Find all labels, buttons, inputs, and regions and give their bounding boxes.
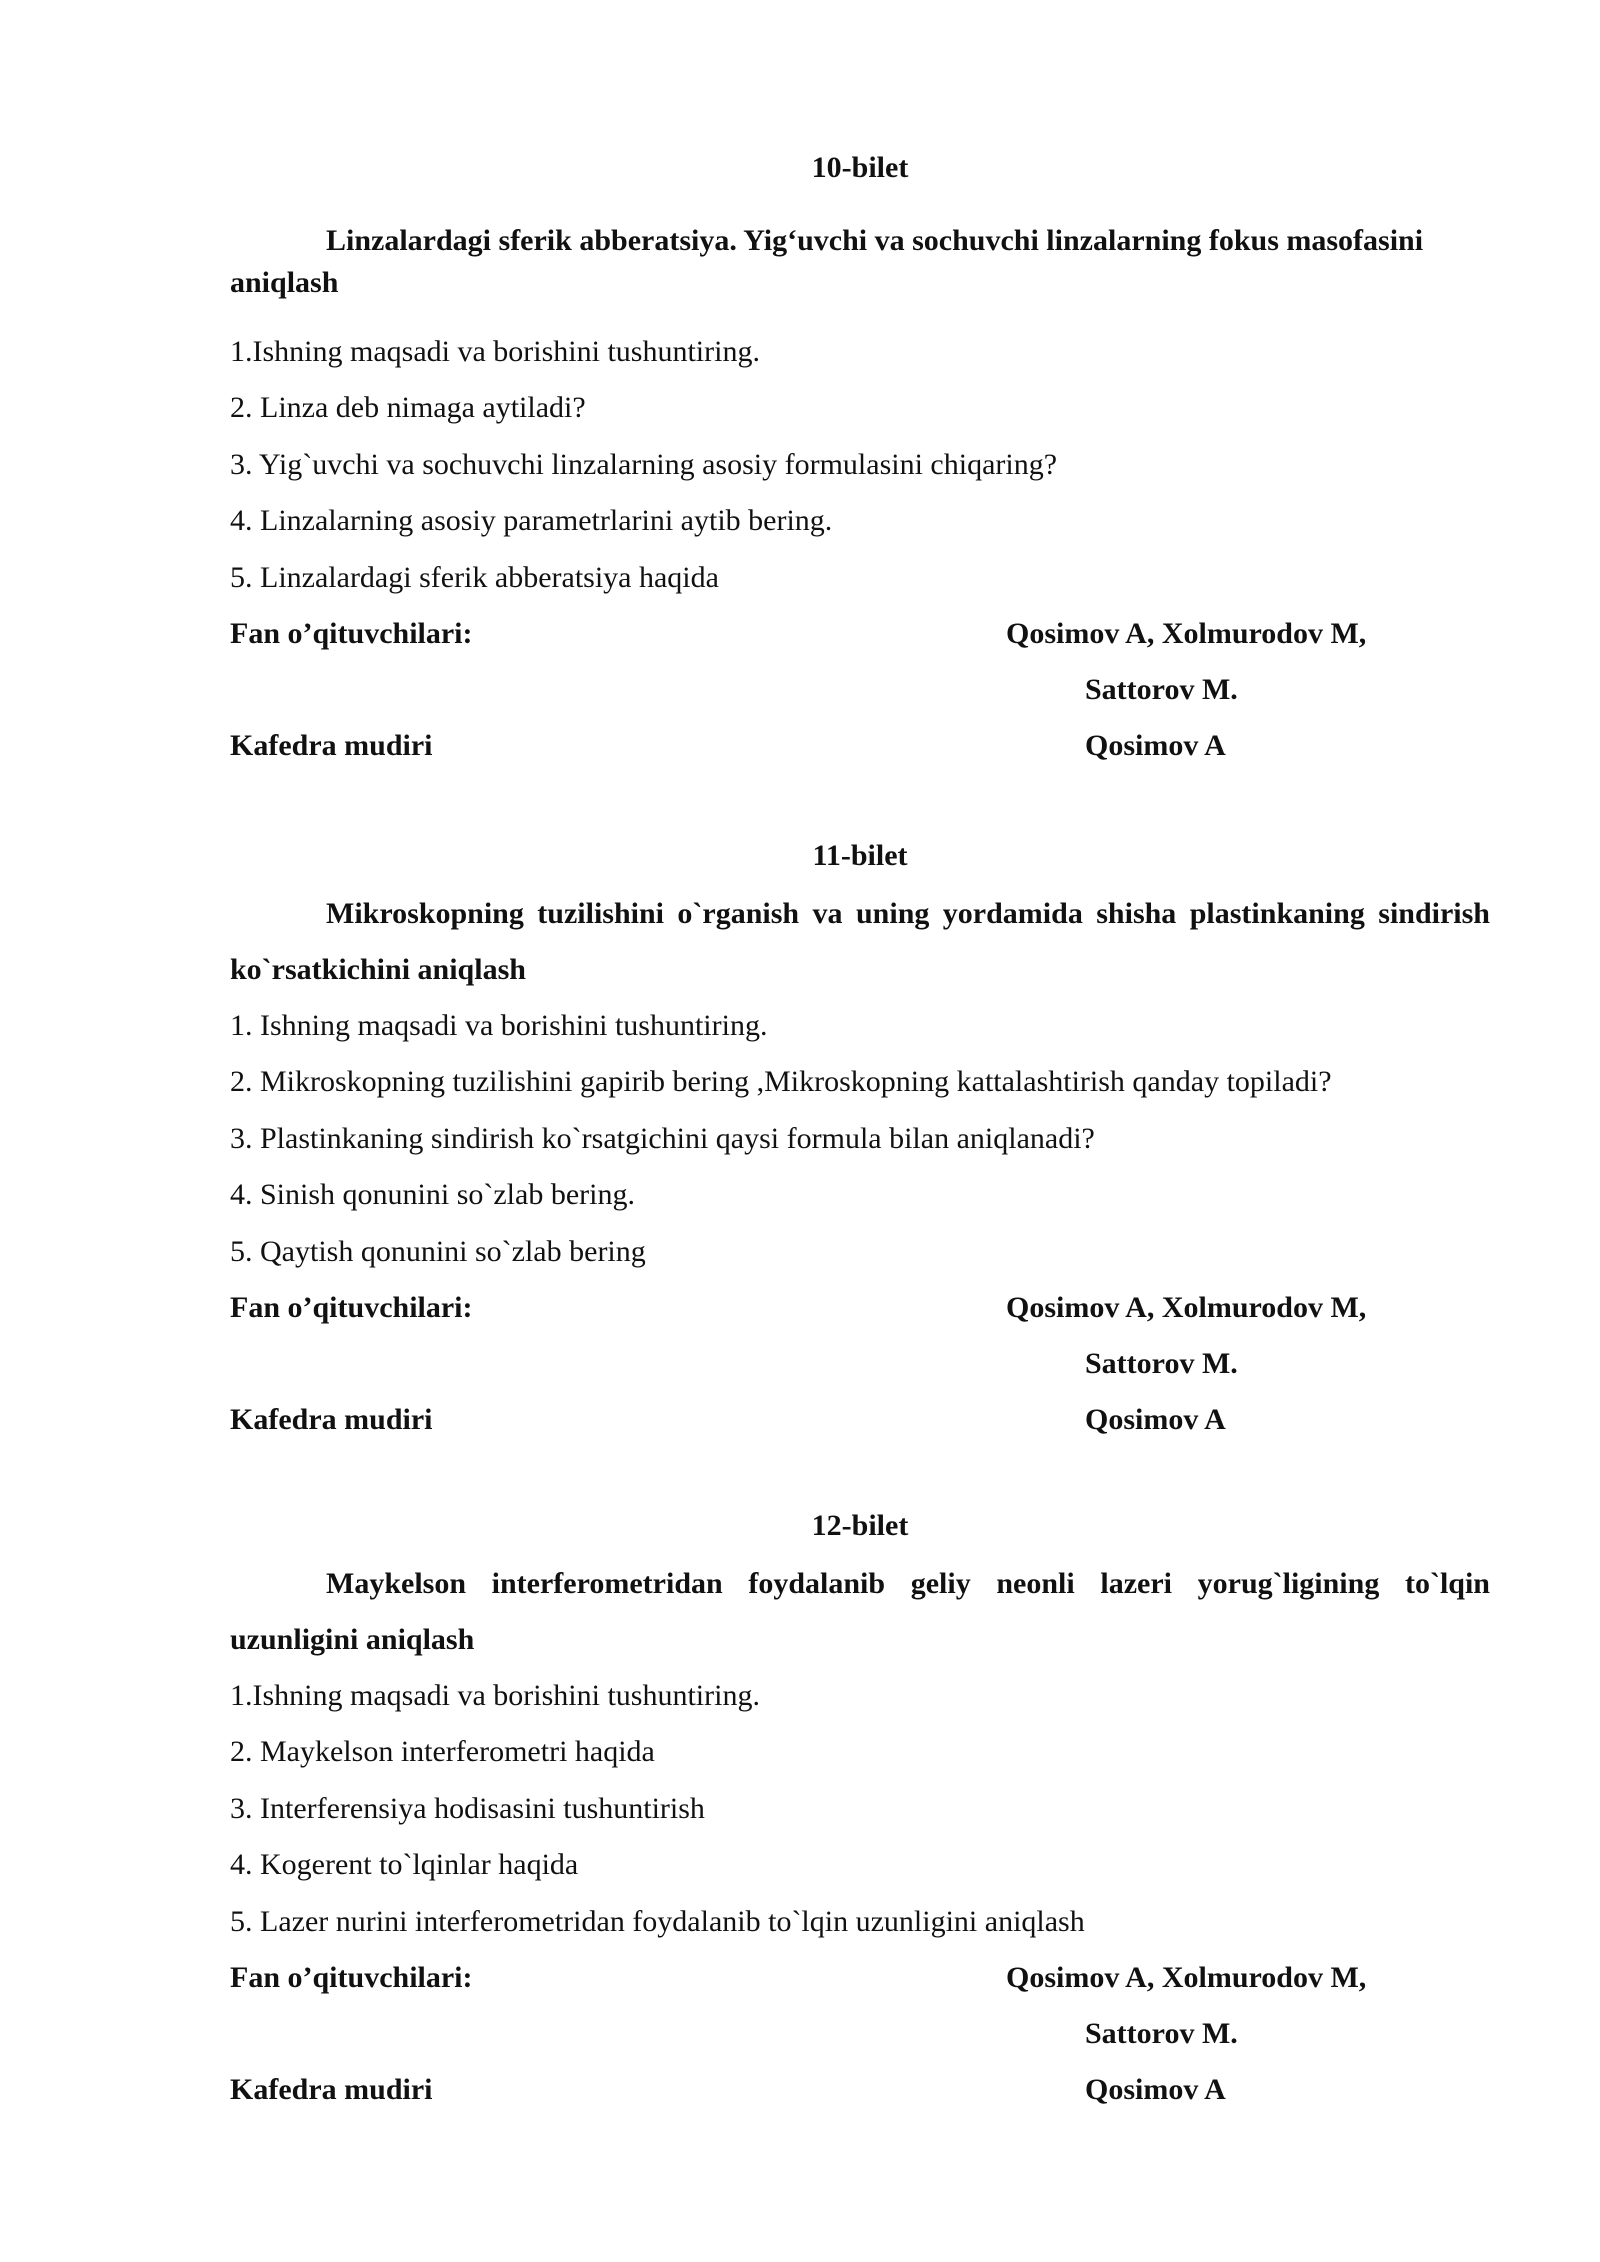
question-item: 3. Interferensiya hodisasini tushuntirish xyxy=(230,1792,705,1825)
teachers-names-line-2: Sattorov M. xyxy=(1085,673,1238,706)
teachers-names-line-1: Qosimov A, Xolmurodov M, xyxy=(1006,1291,1367,1324)
department-head-label: Kafedra mudiri xyxy=(230,2073,433,2106)
question-item: 2. Maykelson interferometri haqida xyxy=(230,1735,655,1768)
ticket-topic: Linzalardagi sferik abberatsiya. Yig‘uvchi va sochuvchi linzalarning fokus masofasini aniqlash xyxy=(230,224,1424,299)
question-item: 3. Yig`uvchi va sochuvchi linzalarning asosiy formulasini chiqaring? xyxy=(230,448,1058,481)
department-head-label: Kafedra mudiri xyxy=(230,1403,433,1436)
question-item: 5. Qaytish qonunini so`zlab bering xyxy=(230,1235,646,1268)
department-head-label: Kafedra mudiri xyxy=(230,729,433,762)
teachers-label: Fan o’qituvchilari: xyxy=(230,617,473,650)
question-item: 4. Sinish qonunini so`zlab bering. xyxy=(230,1178,635,1211)
teachers-names-line-2: Sattorov M. xyxy=(1085,2017,1238,2050)
question-item: 5. Lazer nurini interferometridan foydalanib to`lqin uzunligini aniqlash xyxy=(230,1905,1085,1938)
question-item: 3. Plastinkaning sindirish ko`rsatgichini qaysi formula bilan aniqlanadi? xyxy=(230,1122,1095,1155)
question-item: 1.Ishning maqsadi va borishini tushuntiring. xyxy=(230,1679,760,1712)
teachers-names-line-2: Sattorov M. xyxy=(1085,1347,1238,1380)
ticket-topic: Maykelson interferometridan foydalanib geliy neonli lazeri yorug`ligining to`lqin uzunligini aniqlash xyxy=(230,1567,1490,1656)
department-head-name: Qosimov A xyxy=(1085,729,1226,762)
department-head-name: Qosimov A xyxy=(1085,2073,1226,2106)
question-item: 2. Mikroskopning tuzilishini gapirib bering ,Mikroskopning kattalashtirish qanday topiladi? xyxy=(230,1065,1332,1098)
department-head-name: Qosimov A xyxy=(1085,1403,1226,1436)
question-item: 5. Linzalardagi sferik abberatsiya haqida xyxy=(230,561,719,594)
teachers-label: Fan o’qituvchilari: xyxy=(230,1291,473,1324)
ticket-topic: Mikroskopning tuzilishini o`rganish va uning yordamida shisha plastinkaning sindirish ko`rsatkichini aniqlash xyxy=(230,897,1490,986)
question-item: 1. Ishning maqsadi va borishini tushuntiring. xyxy=(230,1009,768,1042)
ticket-title: 11-bilet xyxy=(812,839,908,872)
teachers-names-line-1: Qosimov A, Xolmurodov M, xyxy=(1006,1961,1367,1994)
teachers-label: Fan o’qituvchilari: xyxy=(230,1961,473,1994)
ticket-title: 12-bilet xyxy=(811,1509,909,1542)
ticket-title: 10-bilet xyxy=(811,151,909,184)
question-item: 4. Linzalarning asosiy parametrlarini aytib bering. xyxy=(230,504,833,537)
teachers-names-line-1: Qosimov A, Xolmurodov M, xyxy=(1006,617,1367,650)
question-item: 4. Kogerent to`lqinlar haqida xyxy=(230,1848,579,1881)
question-item: 2. Linza deb nimaga aytiladi? xyxy=(230,391,586,424)
question-item: 1.Ishning maqsadi va borishini tushuntiring. xyxy=(230,335,760,368)
